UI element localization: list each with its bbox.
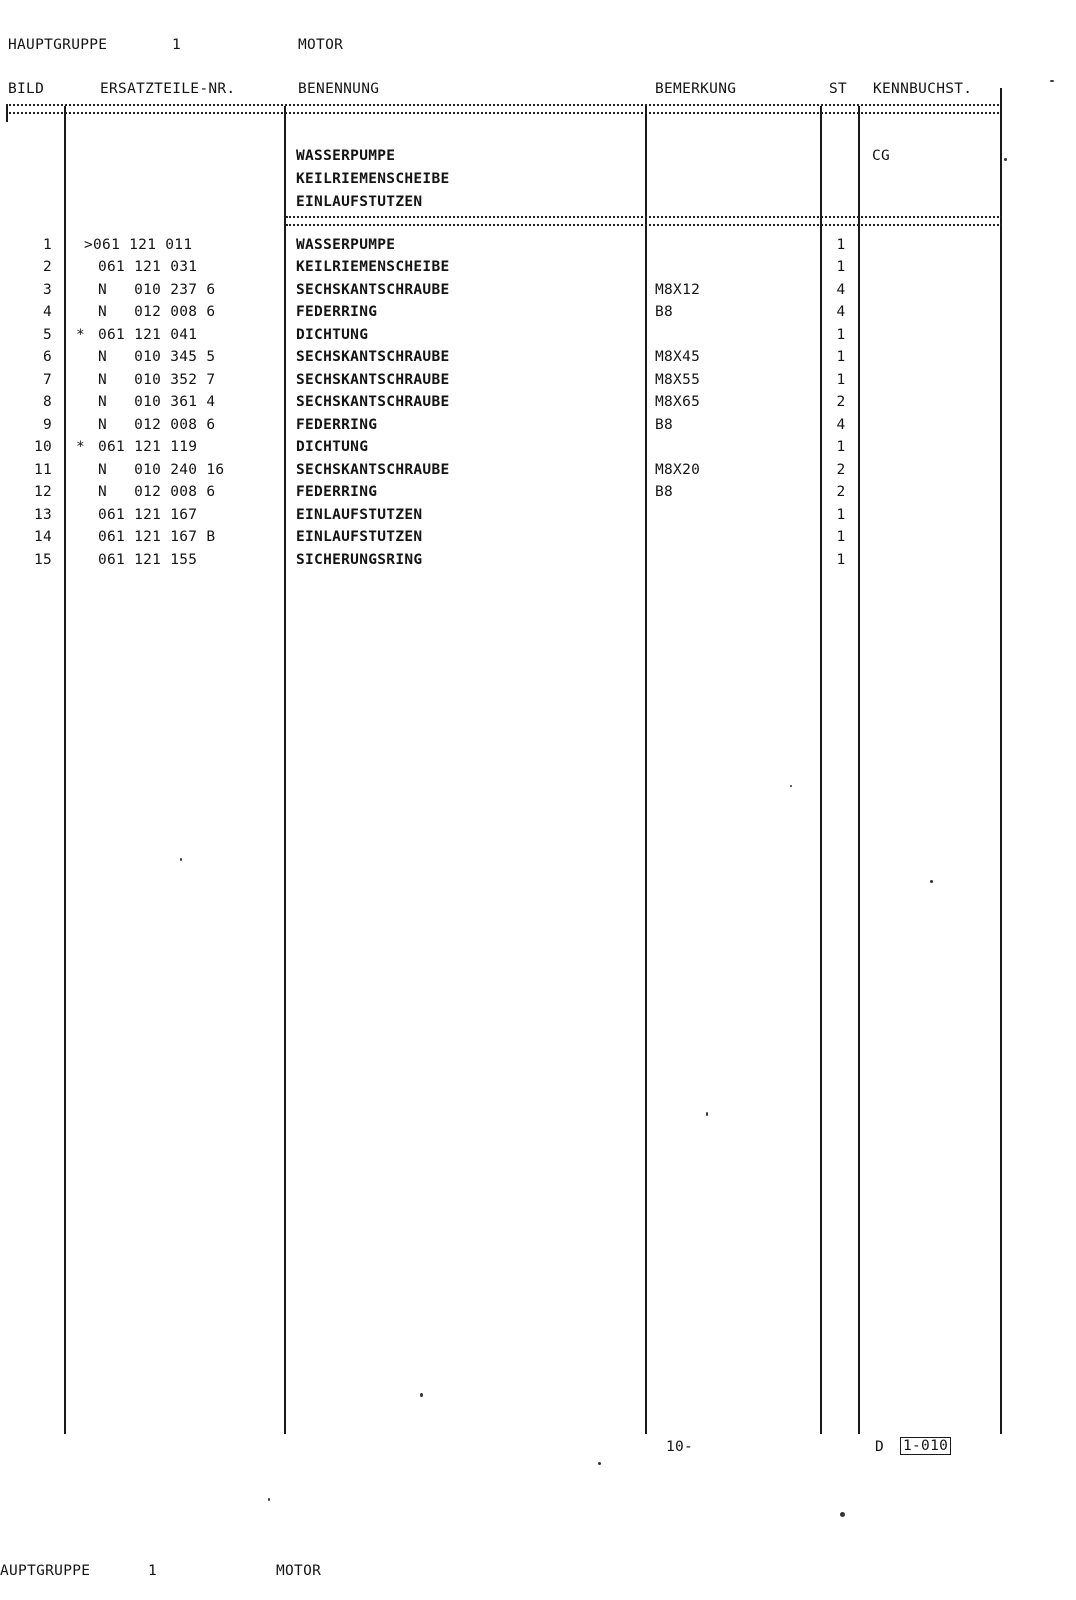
table-row (0, 346, 1076, 368)
row-part-no: 061 121 031 (98, 259, 198, 275)
next-group-label: AUPTGRUPPE (0, 1563, 91, 1579)
table-row (0, 459, 1076, 481)
row-part-no: N 010 237 6 (98, 282, 216, 298)
row-bild: 10 (33, 439, 52, 455)
row-bild: 13 (33, 507, 52, 523)
table-row (0, 279, 1076, 301)
row-bild: 14 (33, 529, 52, 545)
row-part-no: N 012 008 6 (98, 484, 216, 500)
page-number: 10- (666, 1439, 694, 1455)
table-row (0, 414, 1076, 436)
table-row (0, 504, 1076, 526)
row-name: SECHSKANTSCHRAUBE (296, 372, 450, 388)
row-name: FEDERRING (296, 417, 378, 433)
row-bild: 8 (42, 394, 52, 410)
row-part-no: 061 121 155 (98, 552, 198, 568)
col-header-qty: ST (829, 81, 848, 97)
row-name: EINLAUFSTUTZEN (296, 507, 423, 523)
table-row (0, 256, 1076, 278)
next-group-name: MOTOR (276, 1563, 322, 1579)
header-separator (6, 104, 1002, 106)
col-header-bild: BILD (8, 81, 45, 97)
table-row (0, 324, 1076, 346)
row-name: KEILRIEMENSCHEIBE (296, 259, 450, 275)
row-part-no: >061 121 011 (84, 237, 193, 253)
row-qty: 2 (836, 462, 846, 478)
row-bild: 1 (42, 237, 52, 253)
language-code: D (875, 1439, 885, 1455)
row-part-no: 061 121 119 (98, 439, 198, 455)
row-remark: M8X12 (655, 282, 701, 298)
row-part-no: 061 121 167 (98, 507, 198, 523)
row-remark: M8X55 (655, 372, 701, 388)
row-qty: 4 (836, 417, 846, 433)
row-part-no: N 010 345 5 (98, 349, 216, 365)
row-name: WASSERPUMPE (296, 237, 396, 253)
row-qty: 1 (836, 349, 846, 365)
table-row (0, 369, 1076, 391)
table-row (0, 549, 1076, 571)
row-bild: 5 (42, 327, 52, 343)
column-rule-left (6, 106, 8, 122)
row-name: DICHTUNG (296, 327, 369, 343)
row-qty: 1 (836, 372, 846, 388)
row-prefix: * (76, 327, 86, 343)
next-group-number: 1 (148, 1563, 158, 1579)
row-part-no: N 010 240 16 (98, 462, 225, 478)
row-name: SECHSKANTSCHRAUBE (296, 282, 450, 298)
row-bild: 11 (33, 462, 52, 478)
row-qty: 2 (836, 394, 846, 410)
assembly-separator (286, 216, 1002, 218)
row-part-no: N 010 361 4 (98, 394, 216, 410)
assembly-line-2: KEILRIEMENSCHEIBE (296, 171, 450, 187)
table-row (0, 436, 1076, 458)
row-part-no: 061 121 041 (98, 327, 198, 343)
row-bild: 12 (33, 484, 52, 500)
col-header-remark: BEMERKUNG (655, 81, 737, 97)
group-number: 1 (172, 37, 182, 53)
row-name: SECHSKANTSCHRAUBE (296, 394, 450, 410)
table-row (0, 526, 1076, 548)
row-remark: M8X45 (655, 349, 701, 365)
table-row (0, 391, 1076, 413)
row-remark: B8 (655, 304, 674, 320)
row-qty: 1 (836, 237, 846, 253)
row-name: SECHSKANTSCHRAUBE (296, 462, 450, 478)
row-name: FEDERRING (296, 484, 378, 500)
row-bild: 4 (42, 304, 52, 320)
row-bild: 7 (42, 372, 52, 388)
page-reference-box: 1-010 (900, 1437, 951, 1455)
col-header-name: BENENNUNG (298, 81, 380, 97)
row-qty: 1 (836, 529, 846, 545)
group-name: MOTOR (298, 37, 344, 53)
assembly-line-3: EINLAUFSTUTZEN (296, 194, 423, 210)
row-bild: 15 (33, 552, 52, 568)
row-qty: 1 (836, 327, 846, 343)
assembly-line-1: WASSERPUMPE (296, 148, 396, 164)
row-bild: 6 (42, 349, 52, 365)
table-row (0, 234, 1076, 256)
row-prefix: * (76, 439, 86, 455)
row-qty: 1 (836, 439, 846, 455)
row-qty: 4 (836, 282, 846, 298)
row-qty: 4 (836, 304, 846, 320)
col-header-code: KENNBUCHST. (873, 81, 973, 97)
row-remark: M8X20 (655, 462, 701, 478)
assembly-code: CG (872, 148, 891, 164)
row-name: FEDERRING (296, 304, 378, 320)
row-remark: M8X65 (655, 394, 701, 410)
row-qty: 1 (836, 259, 846, 275)
row-qty: 1 (836, 552, 846, 568)
table-row (0, 301, 1076, 323)
row-bild: 9 (42, 417, 52, 433)
row-part-no: N 010 352 7 (98, 372, 216, 388)
row-part-no: 061 121 167 B (98, 529, 216, 545)
row-name: DICHTUNG (296, 439, 369, 455)
row-bild: 3 (42, 282, 52, 298)
row-bild: 2 (42, 259, 52, 275)
row-remark: B8 (655, 484, 674, 500)
header-separator-2 (6, 112, 1002, 114)
row-remark: B8 (655, 417, 674, 433)
col-header-part-no: ERSATZTEILE-NR. (100, 81, 236, 97)
row-name: SECHSKANTSCHRAUBE (296, 349, 450, 365)
row-qty: 1 (836, 507, 846, 523)
row-name: EINLAUFSTUTZEN (296, 529, 423, 545)
row-name: SICHERUNGSRING (296, 552, 423, 568)
row-qty: 2 (836, 484, 846, 500)
table-row (0, 481, 1076, 503)
assembly-separator-2 (286, 224, 1002, 226)
row-part-no: N 012 008 6 (98, 417, 216, 433)
group-label: HAUPTGRUPPE (8, 37, 108, 53)
row-part-no: N 012 008 6 (98, 304, 216, 320)
